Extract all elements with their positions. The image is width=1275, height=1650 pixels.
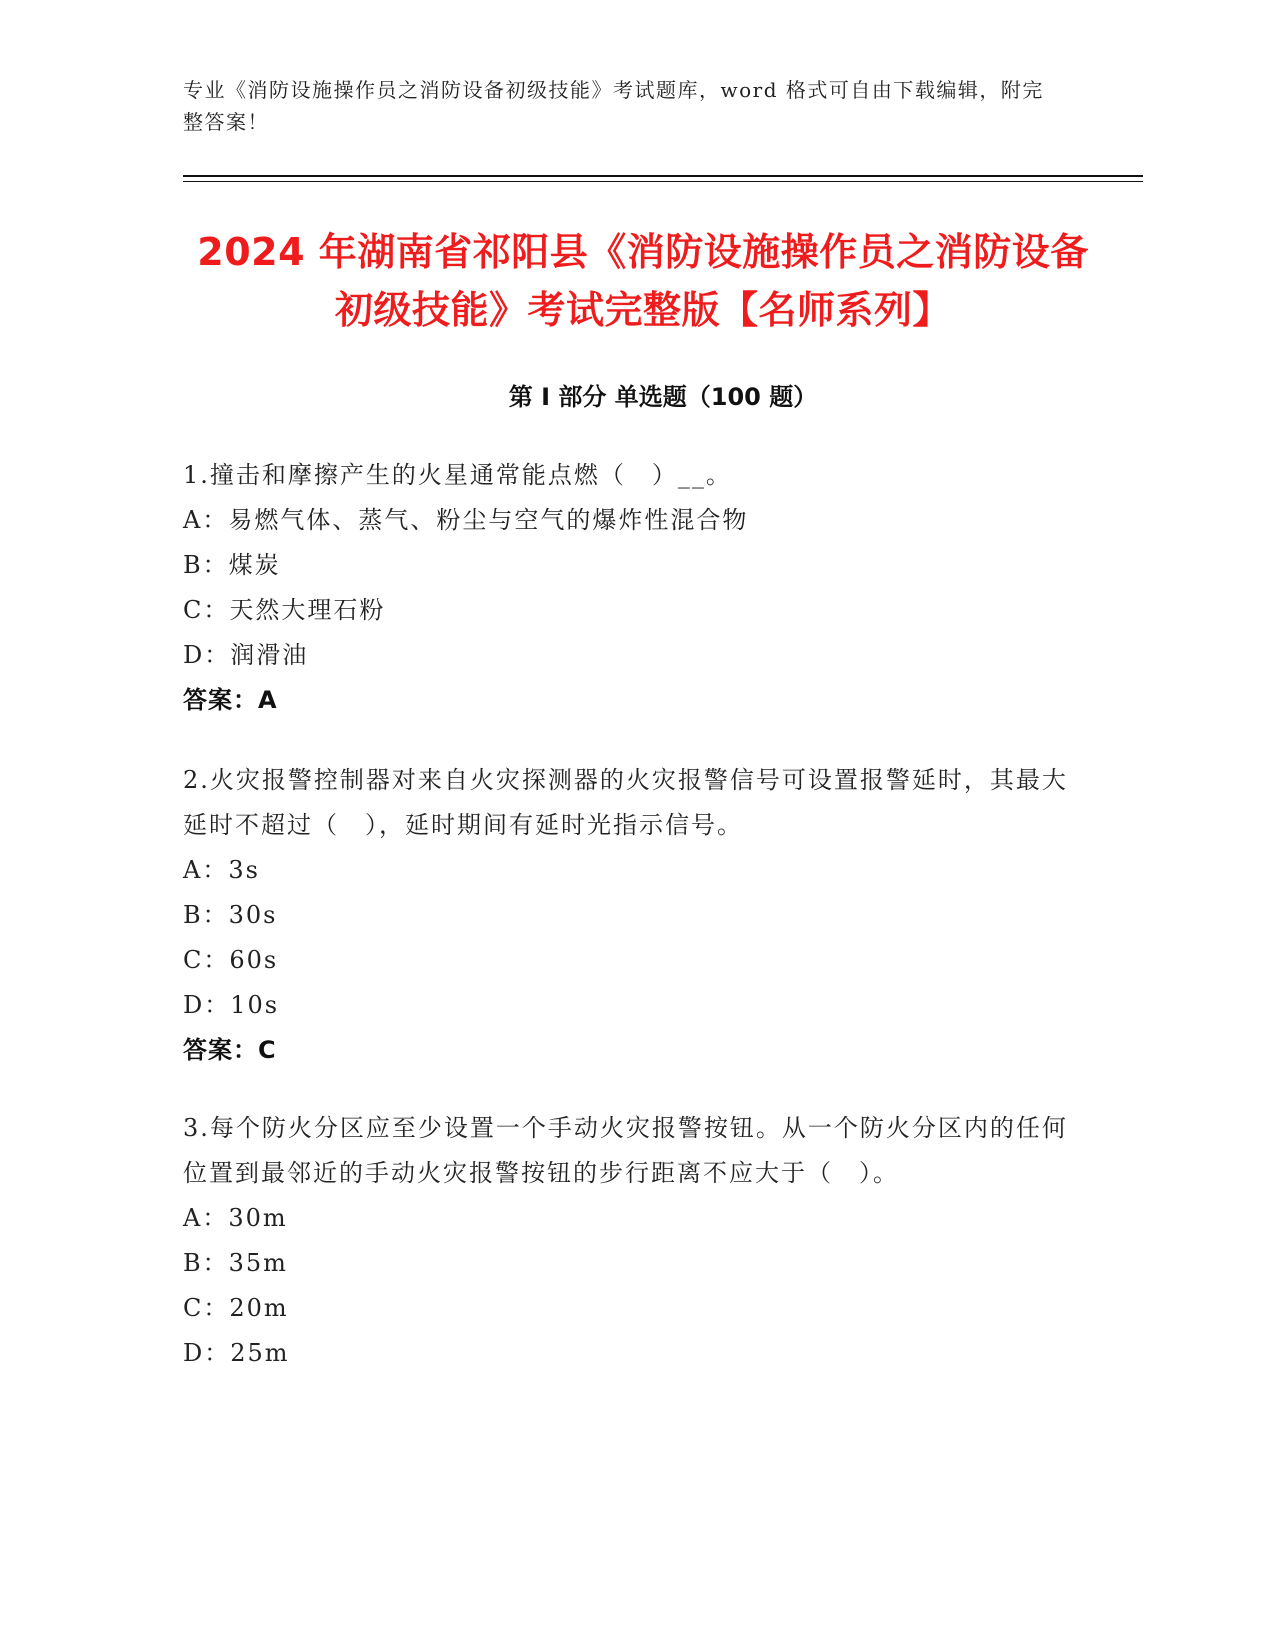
answer-label: 答案：C (183, 1036, 277, 1064)
option-letter: D (183, 1339, 205, 1367)
option-letter: D (183, 991, 205, 1019)
option-b: B：煤炭 (183, 551, 281, 579)
section-title: 第 I 部分 单选题（100 题） (508, 383, 818, 411)
option-c: C：天然大理石粉 (183, 596, 386, 624)
question-2 (183, 758, 1083, 1073)
option-text: 易燃气体、蒸气、粉尘与空气的爆炸性混合物 (228, 506, 749, 534)
option-c: C：20m (183, 1294, 289, 1322)
option-text: 30m (228, 1204, 288, 1232)
option-text: 3s (228, 856, 260, 884)
option-b: B：30s (183, 901, 278, 929)
question-stem: 1.撞击和摩擦产生的火星通常能点燃（ ）__。 (183, 461, 732, 489)
document-title: 2024 年湖南省祁阳县《消防设施操作员之消防设备初级技能》考试完整版【名师系列】 (197, 230, 1089, 332)
header-rule-thick (183, 175, 1143, 177)
option-text: 天然大理石粉 (229, 596, 386, 624)
option-a: A：易燃气体、蒸气、粉尘与空气的爆炸性混合物 (183, 506, 749, 534)
option-text: 25m (230, 1339, 290, 1367)
option-d: D：10s (183, 991, 280, 1019)
option-d: D：25m (183, 1339, 290, 1367)
option-letter: C (183, 1294, 204, 1322)
answer-label: 答案：A (183, 686, 278, 714)
question-stem: 2.火灾报警控制器对来自火灾探测器的火灾报警信号可设置报警延时，其最大延时不超过（ ），延时期间有延时光指示信号。 (183, 766, 1068, 839)
header-rule-thin (183, 181, 1143, 182)
option-a: A：30m (183, 1204, 288, 1232)
option-letter: A (183, 506, 203, 534)
question-stem: 3.每个防火分区应至少设置一个手动火灾报警按钮。从一个防火分区内的任何位置到最邻近的手动火灾报警按钮的步行距离不应大于（ ）。 (183, 1114, 1068, 1187)
question-3 (183, 1106, 1083, 1376)
option-letter: C (183, 946, 204, 974)
option-letter: C (183, 596, 204, 624)
option-letter: B (183, 901, 203, 929)
option-a: A：3s (183, 856, 260, 884)
option-letter: B (183, 1249, 203, 1277)
option-c: C：60s (183, 946, 279, 974)
option-text: 煤炭 (228, 551, 281, 579)
option-text: 30s (228, 901, 278, 929)
option-letter: A (183, 856, 203, 884)
header-note: 专业《消防设施操作员之消防设备初级技能》考试题库，word 格式可自由下载编辑，附完整答案！ (183, 78, 1044, 134)
option-text: 60s (229, 946, 279, 974)
question-1 (183, 453, 1083, 723)
option-text: 35m (228, 1249, 288, 1277)
option-text: 20m (229, 1294, 289, 1322)
option-text: 润滑油 (230, 641, 309, 669)
option-letter: A (183, 1204, 203, 1232)
option-letter: B (183, 551, 203, 579)
option-d: D：润滑油 (183, 641, 309, 669)
option-letter: D (183, 641, 205, 669)
option-text: 10s (230, 991, 280, 1019)
option-b: B：35m (183, 1249, 288, 1277)
